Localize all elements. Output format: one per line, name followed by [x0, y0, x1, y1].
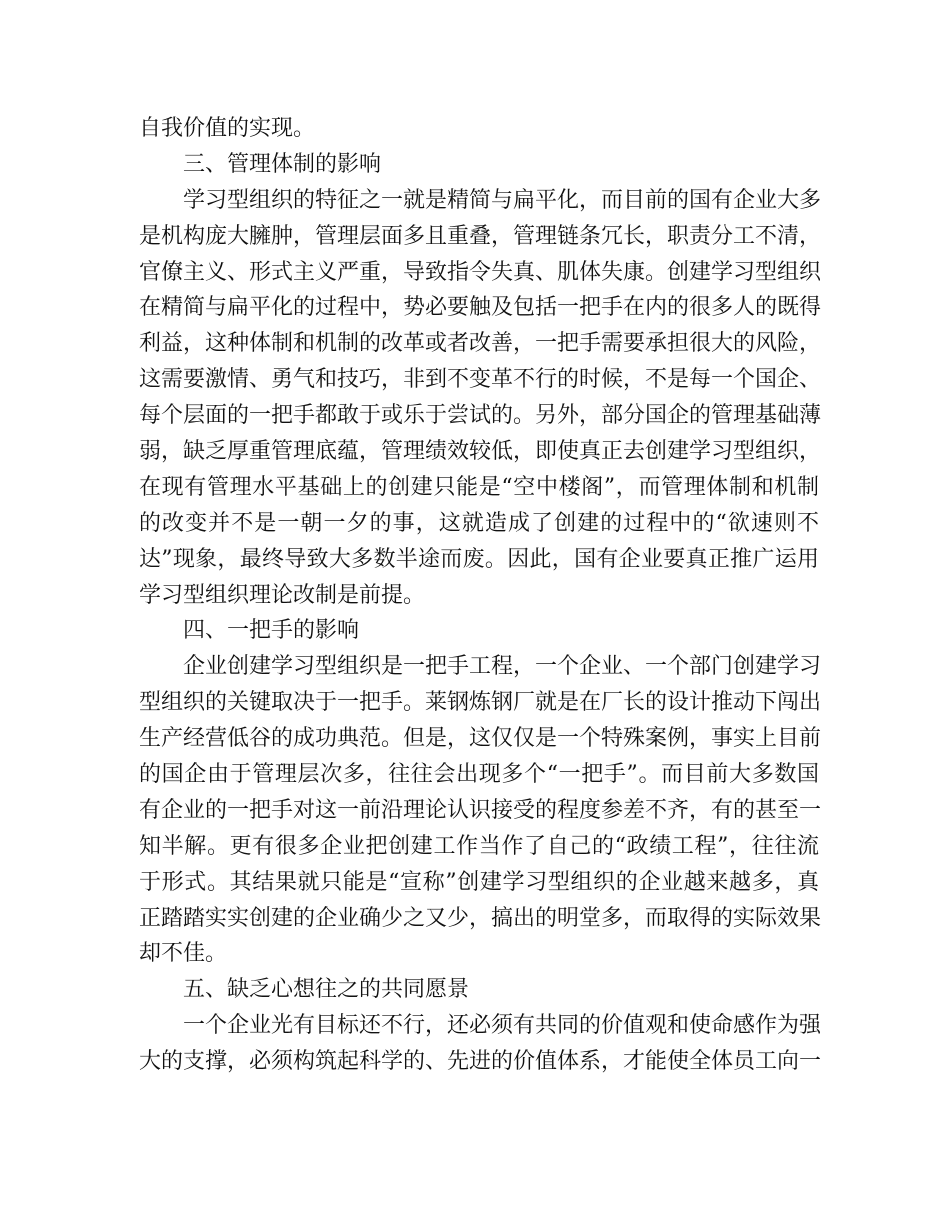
paragraph-line: 这需要激情、勇气和技巧，非到不变革不行的时候，不是每一个国企、: [139, 367, 822, 393]
paragraph-line: 学习型组织理论改制是前提。: [139, 582, 426, 608]
paragraph-line: 利益，这种体制和机制的改革或者改善，一把手需要承担很大的风险，: [139, 331, 822, 357]
paragraph-line: 弱，缺乏厚重管理底蕴，管理绩效较低，即使真正去创建学习型组织，: [139, 439, 822, 465]
paragraph-line: 官僚主义、形式主义严重，导致指令失真、肌体失康。创建学习型组织: [139, 259, 822, 285]
paragraph-line: 学习型组织的特征之一就是精简与扁平化，而目前的国有企业大多: [183, 187, 822, 213]
paragraph-line: 正踏踏实实创建的企业确少之又少，搞出的明堂多，而取得的实际效果: [139, 905, 822, 931]
paragraph-line: 型组织的关键取决于一把手。莱钢炼钢厂就是在厂长的设计推动下闯出: [139, 690, 822, 716]
paragraph-line: 达”现象，最终导致大多数半途而废。因此，国有企业要真正推广运用: [139, 546, 819, 572]
paragraph-line: 在现有管理水平基础上的创建只能是“空中楼阁”，而管理体制和机制: [139, 474, 819, 500]
document-body: [139, 111, 822, 1080]
paragraph-line: 大的支撑，必须构筑起科学的、先进的价值体系，才能使全体员工向一: [139, 1049, 822, 1075]
paragraph-line: 企业创建学习型组织是一把手工程，一个企业、一个部门创建学习: [183, 654, 822, 680]
section-heading-4: 四、一把手的影响: [183, 618, 360, 644]
paragraph-line: 的改变并不是一朝一夕的事，这就造成了创建的过程中的“欲速则不: [139, 510, 819, 536]
paragraph-line: 的国企由于管理层次多，往往会出现多个“一把手”。而目前大多数国: [139, 762, 819, 788]
paragraph-line: 自我价值的实现。: [139, 116, 316, 141]
paragraph-line: 有企业的一把手对这一前沿理论认识接受的程度参差不齐，有的甚至一: [139, 797, 822, 823]
paragraph-line: 生产经营低谷的成功典范。但是，这仅仅是一个特殊案例，事实上目前: [139, 726, 822, 752]
paragraph-line: 一个企业光有目标还不行，还必须有共同的价值观和使命感作为强: [183, 1013, 822, 1039]
section-heading-5: 五、缺乏心想往之的共同愿景: [183, 977, 470, 1003]
section-heading-3: 三、管理体制的影响: [183, 151, 382, 177]
paragraph-line: 每个层面的一把手都敢于或乐于尝试的。另外，部分国企的管理基础薄: [139, 403, 822, 429]
paragraph-line: 知半解。更有很多企业把创建工作当作了自己的“政绩工程”，往往流: [139, 833, 819, 859]
paragraph-line: 却不佳。: [139, 941, 228, 967]
paragraph-line: 于形式。其结果就只能是“宣称”创建学习型组织的企业越来越多，真: [139, 869, 819, 895]
paragraph-line: 是机构庞大臃肿，管理层面多且重叠，管理链条冗长，职责分工不清，: [139, 223, 822, 249]
paragraph-line: 在精简与扁平化的过程中，势必要触及包括一把手在内的很多人的既得: [139, 295, 822, 321]
